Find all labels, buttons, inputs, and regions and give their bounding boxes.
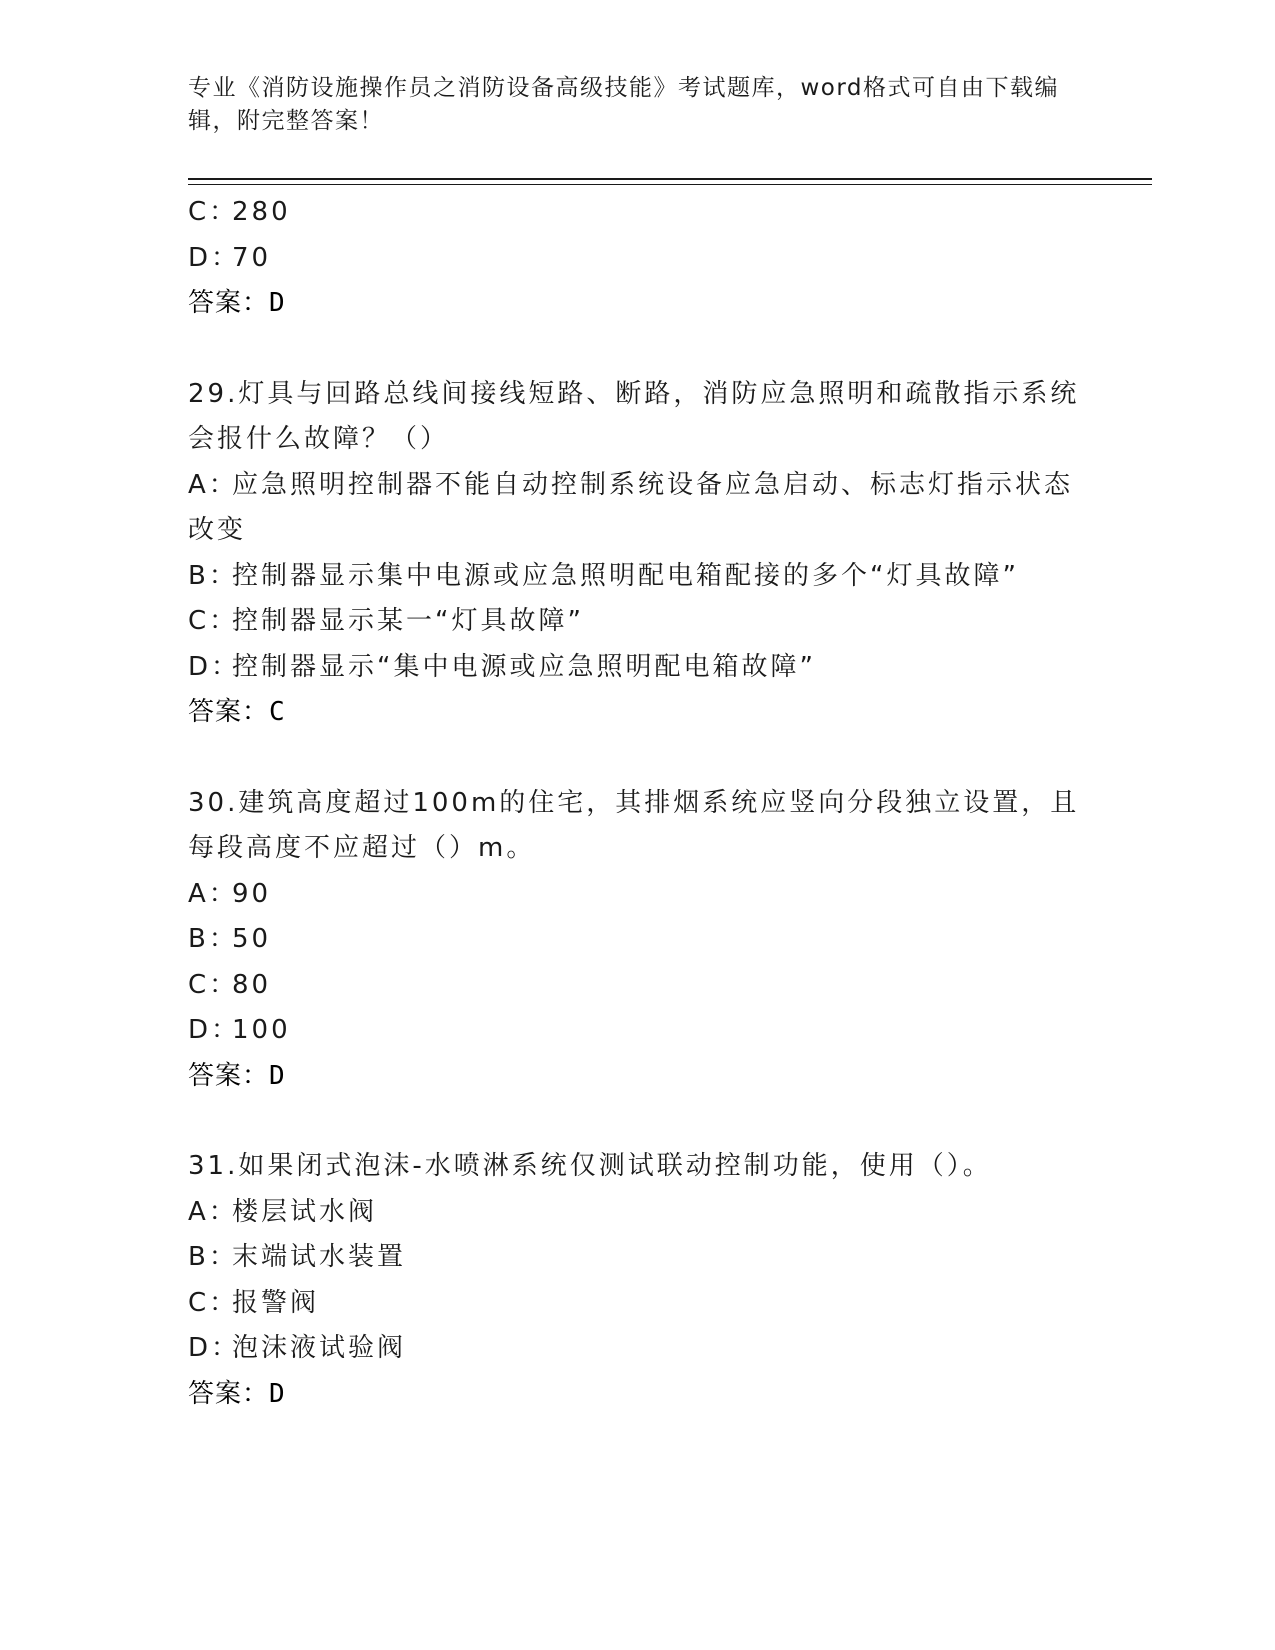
answer-line: 答案：D: [188, 1060, 286, 1091]
document-header: [188, 72, 1088, 138]
question-stem-line-2: 会报什么故障？（）: [188, 424, 450, 454]
question-stem-line-1: 30.建筑高度超过100m的住宅，其排烟系统应竖向分段独立设置，且: [188, 787, 1080, 818]
question-30: [188, 781, 1088, 1100]
option-d: D：100: [188, 1015, 291, 1045]
option-c: C：280: [188, 197, 291, 227]
option-d: D：泡沫液试验阀: [188, 1333, 407, 1363]
question-28-tail: [188, 190, 1088, 327]
question-29: [188, 372, 1088, 736]
header-divider-thick: [188, 178, 1152, 180]
header-divider-thin: [188, 184, 1152, 185]
option-c: C：80: [188, 969, 272, 1000]
option-a: A：应急照明控制器不能自动控制系统设备应急启动、标志灯指示状态: [188, 469, 1074, 500]
question-stem-line-1: 29.灯具与回路总线间接线短路、断路，消防应急照明和疏散指示系统: [188, 378, 1080, 409]
answer-line: 答案：D: [188, 1378, 286, 1409]
option-b: B：50: [188, 924, 272, 954]
question-31: [188, 1144, 1088, 1417]
option-b: B：末端试水装置: [188, 1242, 407, 1272]
header-line-2: 辑，附完整答案！: [188, 108, 384, 134]
answer-line: 答案：C: [188, 697, 286, 727]
option-b: B：控制器显示集中电源或应急照明配电箱配接的多个“灯具故障”: [188, 560, 1019, 591]
option-d: D：控制器显示“集中电源或应急照明配电箱故障”: [188, 651, 816, 682]
option-a-continued: 改变: [188, 515, 247, 545]
question-stem-line-1: 31.如果闭式泡沫-水喷淋系统仅测试联动控制功能，使用（）。: [188, 1151, 992, 1181]
option-a: A：楼层试水阀: [188, 1196, 378, 1227]
question-spacer: [188, 736, 1088, 781]
answer-line: 答案：D: [188, 288, 286, 318]
question-spacer: [188, 327, 1088, 372]
option-c: C：控制器显示某一“灯具故障”: [188, 606, 584, 636]
option-d: D：70: [188, 242, 272, 273]
question-list: [188, 190, 1088, 1417]
question-spacer: [188, 1099, 1088, 1144]
header-line-1: 专业《消防设施操作员之消防设备高级技能》考试题库，word格式可自由下载编: [188, 75, 1060, 101]
question-stem-line-2: 每段高度不应超过（）m。: [188, 833, 536, 863]
option-c: C：报警阀: [188, 1287, 320, 1318]
option-a: A：90: [188, 878, 272, 909]
